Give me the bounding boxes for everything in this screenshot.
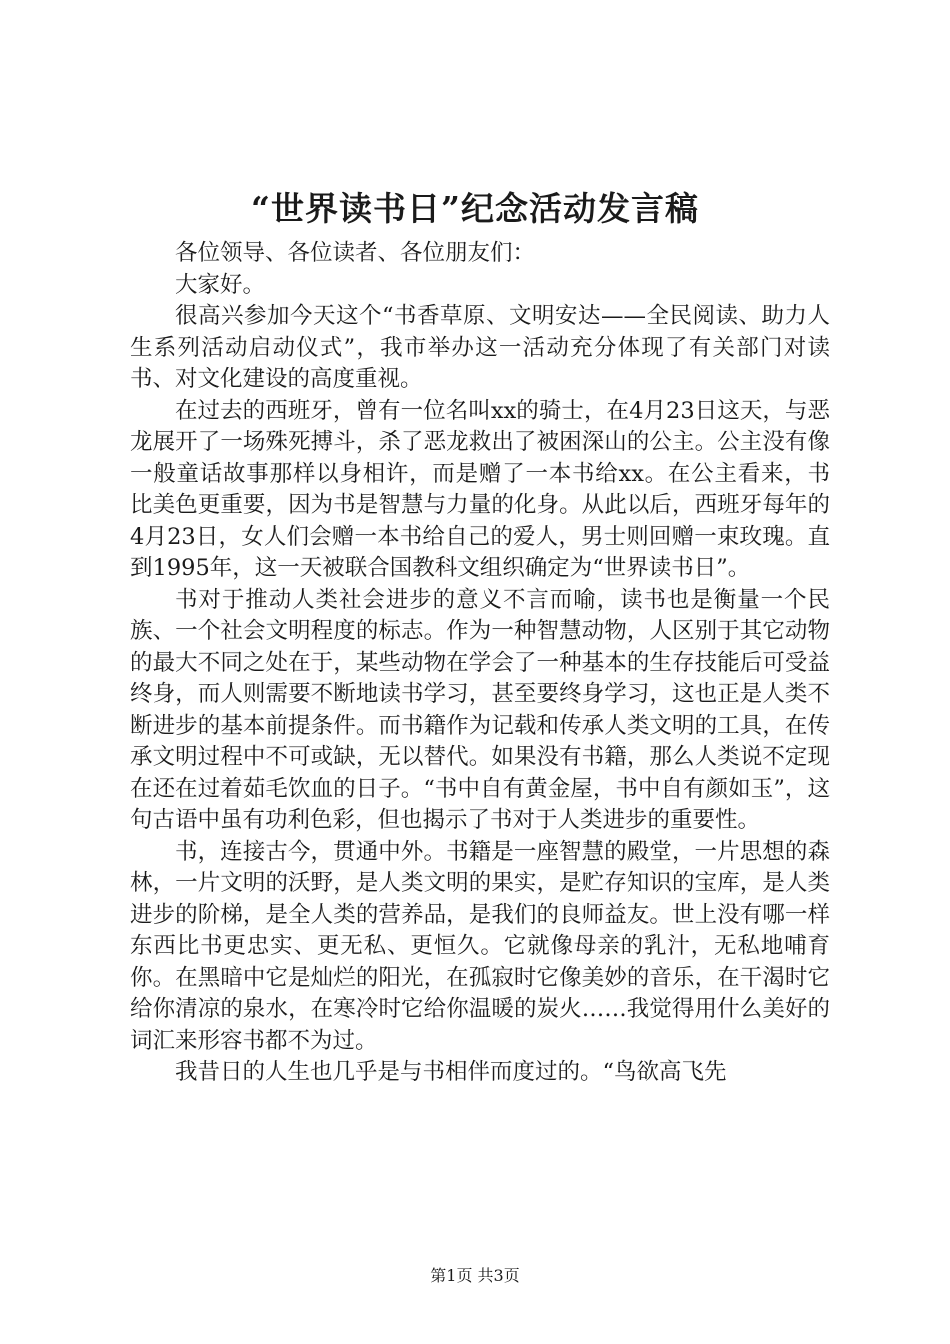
- document-title: “世界读书日”纪念活动发言稿: [251, 189, 699, 228]
- paragraph-salutation: 各位领导、各位读者、各位朋友们：: [175, 240, 536, 266]
- page-number-footer: 第1页 共3页: [430, 1266, 520, 1285]
- paragraph: 书，连接古今，贯通中外。书籍是一座智慧的殿堂，一片思想的森林，一片文明的沃野，是人类文明的果实，是贮存知识的宝库，是人类进步的阶梯，是全人类的营养品，是我们的良师益友。世上没有哪一样东西比书更忠实、更无私、更恒久。它就像母亲的乳汁，无私地哺育你。在黑暗中它是灿烂的阳光，在孤寂时它像美妙的音乐，在干渴时它给你清凉的泉水，在寒冷时它给你温暖的炭火……我觉得用什么美好的词汇来形容书都不为过。: [130, 838, 830, 1054]
- paragraph: 我昔日的人生也几乎是与书相伴而度过的。“鸟欲高飞先: [175, 1059, 727, 1085]
- paragraph-greeting: 大家好。: [175, 271, 266, 298]
- paragraph: 书对于推动人类社会进步的意义不言而喻，读书也是衡量一个民族、一个社会文明程度的标志。作为一种智慧动物，人区别于其它动物的最大不同之处在于，某些动物在学会了一种基本的生存技能后可受益终身，而人则需要不断地读书学习，甚至要终身学习，这也正是人类不断进步的基本前提条件。而书籍作为记载和传承人类文明的工具，在传承文明过程中不可或缺，无以替代。如果没有书籍，那么人类说不定现在还在过着茹毛饮血的日子。“书中自有黄金屋，书中自有颜如玉”，这句古语中虽有功利色彩，但也揭示了书对于人类进步的重要性。: [130, 586, 830, 833]
- paragraph: 在过去的西班牙，曾有一位名叫xx的骑士，在4月23日这天，与恶龙展开了一场殊死搏斗，杀了恶龙救出了被困深山的公主。公主没有像一般童话故事那样以身相许，而是赠了一本书给xx。在公主看来，书比美色更重要，因为书是智慧与力量的化身。从此以后，西班牙每年的4月23日，女人们会赠一本书给自己的爱人，男士则回赠一束玫瑰。直到1995年，这一天被联合国教科文组织确定为“世界读书日”。: [130, 397, 830, 581]
- paragraph: 很高兴参加今天这个“书香草原、文明安达——全民阅读、助力人生系列活动启动仪式”，我市举办这一活动充分体现了有关部门对读书、对文化建设的高度重视。: [130, 303, 830, 392]
- document-body: [130, 238, 830, 1089]
